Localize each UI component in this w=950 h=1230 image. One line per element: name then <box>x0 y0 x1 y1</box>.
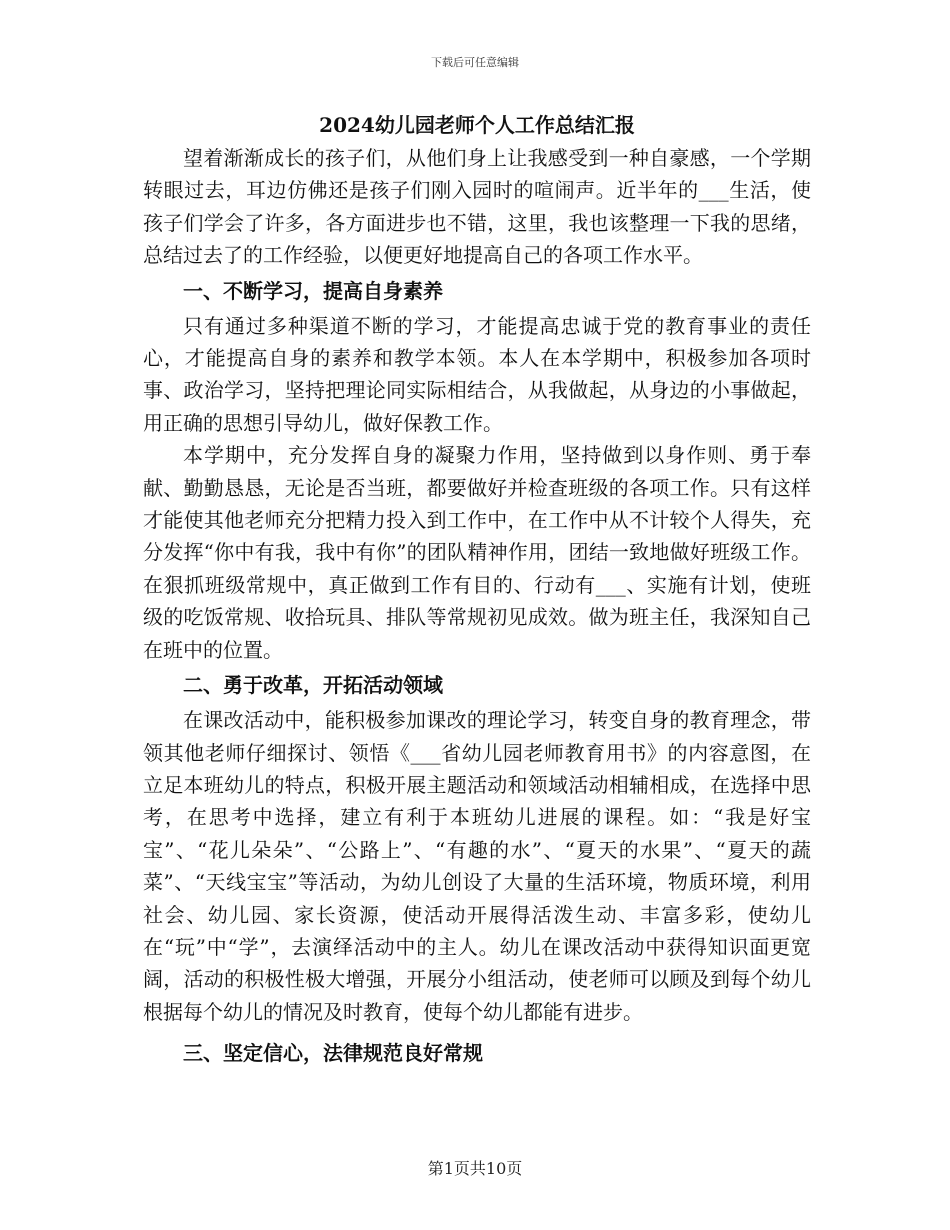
intro-paragraph: 望着渐渐成长的孩子们，从他们身上让我感受到一种自豪感，一个学期转眼过去，耳边仿佛还是孩子们刚入园时的喧闹声。近半年的___生活，使孩子们学会了许多，各方面进步也不错，这里，我也该整理一下我的思绪，总结过去了的工作经验，以便更好地提高自己的各项工作水平。 <box>143 146 811 268</box>
section-1-paragraph-2: 本学期中，充分发挥自身的凝聚力作用，坚持做到以身作则、勇于奉献、勤勤恳恳，无论是否当班，都要做好并检查班级的各项工作。只有这样才能使其他老师充分把精力投入到工作中，在工作中从不计较个人得失，充分发挥“你中有我，我中有你”的团队精神作用，团结一致地做好班级工作。在狠抓班级常规中，真正做到工作有目的、行动有___、实施有计划，使班级的吃饭常规、收拾玩具、排队等常规初见成效。做为班主任，我深知自己在班中的位置。 <box>143 443 811 662</box>
document-body <box>143 110 811 1072</box>
page-footer: 第1页共10页 <box>427 1159 523 1178</box>
section-heading-1: 一、不断学习，提高自身素养 <box>183 278 443 303</box>
section-2-paragraph-1: 在课改活动中，能积极参加课改的理论学习，转变自身的教育理念，带领其他老师仔细探讨、领悟《___省幼儿园老师教育用书》的内容意图，在立足本班幼儿的特点，积极开展主题活动和领域活动相辅相成，在选择中思考，在思考中选择，建立有利于本班幼儿进展的课程。如：“我是好宝宝”、“花儿朵朵”、“公路上”、“有趣的水”、“夏天的水果”、“夏天的蔬菜”、“天线宝宝”等活动，为幼儿创设了大量的生活环境，物质环境，利用社会、幼儿园、家长资源，使活动开展得活泼生动、丰富多彩，使幼儿在“玩”中“学”，去演绎活动中的主人。幼儿在课改活动中获得知识面更宽阔，活动的积极性极大增强，开展分小组活动，使老师可以顾及到每个幼儿根据每个幼儿的情况及时教育，使每个幼儿都能有进步。 <box>143 708 811 1024</box>
document-title: 2024幼儿园老师个人工作总结汇报 <box>319 113 635 137</box>
section-heading-3: 三、坚定信心，法律规范良好常规 <box>183 1041 483 1066</box>
section-heading-2: 二、勇于改革，开拓活动领域 <box>183 673 443 698</box>
section-1-paragraph-1: 只有通过多种渠道不断的学习，才能提高忠诚于党的教育事业的责任心，才能提高自身的素养和教学本领。本人在本学期中，积极参加各项时事、政治学习，坚持把理论同实际相结合，从我做起，从身边的小事做起，用正确的思想引导幼儿，做好保教工作。 <box>143 313 811 435</box>
header-note: 下载后可任意编辑 <box>431 56 519 69</box>
